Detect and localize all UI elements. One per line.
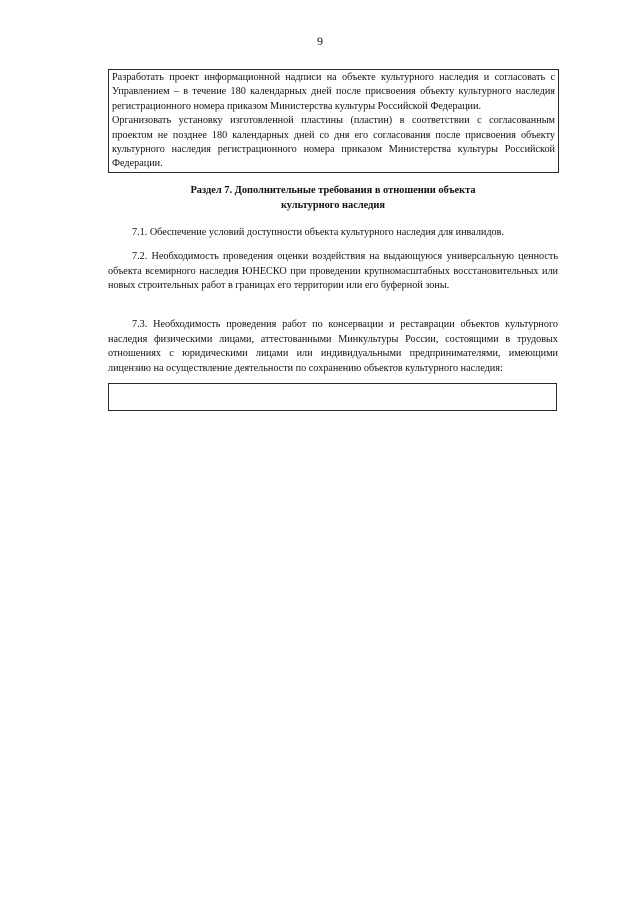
information-plaque-requirements-box	[108, 69, 559, 173]
section-7-heading-line-2: культурного наследия	[280, 199, 386, 211]
plaque-installation-paragraph: Организовать установку изготовленной пластины (пластин) в соответствии с согласованным проектом не позднее 180 календарных дней со дня его согласования после присвоения объекту культурного наследия регистрационного номера приказом Министерства культуры Российской Федерации.	[112, 115, 555, 170]
item-7-1-accessibility: 7.1. Обеспечение условий доступности объекта культурного наследия для инвалидов.	[132, 227, 504, 238]
section-7-heading-line-1: Раздел 7. Дополнительные требования в отношении объекта	[190, 185, 476, 196]
plaque-design-paragraph: Разработать проект информационной надписи на объекте культурного наследия и согласовать с Управлением – в течение 180 календарных дней после присвоения объекту культурного наследия регистрационного номера приказом Министерства культуры Российской Федерации.	[112, 72, 555, 112]
item-7-2-unesco-impact-assessment: 7.2. Необходимость проведения оценки воздействия на выдающуюся универсальную ценность объекта всемирного наследия ЮНЕСКО при проведении крупномасштабных восстановительных или новых строительных работ в границах его территории или его буферной зоны.	[108, 251, 558, 292]
page-number: 9	[317, 34, 323, 48]
section-7-heading	[108, 184, 558, 213]
item-7-3-answer-box	[108, 383, 557, 411]
item-7-3-conservation-works: 7.3. Необходимость проведения работ по консервации и реставрации объектов культурного наследия физическими лицами, аттестованными Минкультуры России, состоящими в трудовых отношениях с юридическими лицами или индивидуальными предпринимателями, имеющими лицензию на осуществление деятельности по сохранению объектов культурного наследия:	[108, 319, 558, 374]
